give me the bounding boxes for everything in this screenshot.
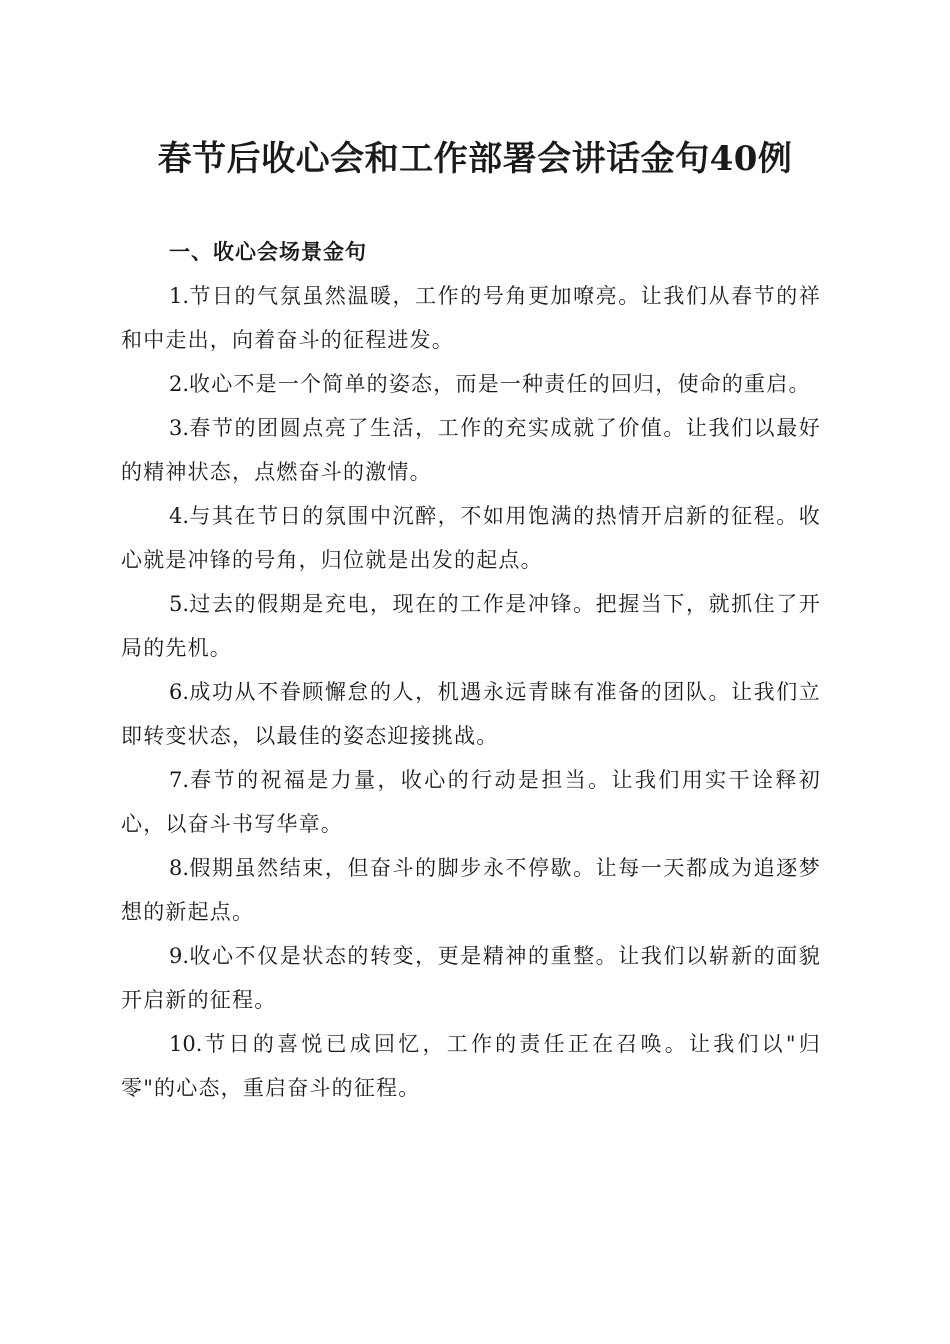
list-item (121, 274, 821, 362)
list-item (121, 582, 821, 670)
list-item (121, 1022, 821, 1110)
item-text: 节日的喜悦已成回忆，工作的责任正在召唤。让我们以"归零"的心态，重启奋斗的征程。 (121, 1032, 821, 1100)
document-body (121, 230, 821, 1110)
item-text: 成功从不眷顾懈怠的人，机遇永远青睐有准备的团队。让我们立即转变状态，以最佳的姿态迎接挑战。 (121, 680, 821, 748)
item-text: 与其在节日的氛围中沉醉，不如用饱满的热情开启新的征程。收心就是冲锋的号角，归位就是出发的起点。 (121, 504, 821, 572)
item-number: 3. (169, 416, 190, 440)
item-text: 假期虽然结束，但奋斗的脚步永不停歇。让每一天都成为追逐梦想的新起点。 (121, 856, 821, 924)
list-item (121, 362, 821, 406)
item-text: 收心不是一个简单的姿态，而是一种责任的回归，使命的重启。 (189, 372, 811, 396)
section-heading: 一、收心会场景金句 (169, 240, 367, 264)
list-item (121, 934, 821, 1022)
list-item (121, 846, 821, 934)
item-number: 8. (169, 856, 190, 880)
list-item (121, 494, 821, 582)
item-number: 10. (169, 1032, 203, 1056)
item-number: 9. (169, 944, 190, 968)
list-item (121, 406, 821, 494)
item-text: 过去的假期是充电，现在的工作是冲锋。把握当下，就抓住了开局的先机。 (121, 592, 821, 660)
item-text: 节日的气氛虽然温暖，工作的号角更加嘹亮。让我们从春节的祥和中走出，向着奋斗的征程进发。 (121, 284, 821, 352)
item-text: 春节的祝福是力量，收心的行动是担当。让我们用实干诠释初心，以奋斗书写华章。 (121, 768, 821, 836)
list-item (121, 670, 821, 758)
list-item (121, 758, 821, 846)
document-title: 春节后收心会和工作部署会讲话金句40例 (157, 139, 793, 179)
item-number: 4. (169, 504, 190, 528)
item-number: 2. (169, 372, 190, 396)
item-text: 收心不仅是状态的转变，更是精神的重整。让我们以崭新的面貌开启新的征程。 (121, 944, 821, 1012)
item-text: 春节的团圆点亮了生活，工作的充实成就了价值。让我们以最好的精神状态，点燃奋斗的激情。 (121, 416, 821, 484)
item-number: 1. (169, 284, 190, 308)
item-number: 5. (169, 592, 190, 616)
item-number: 7. (169, 768, 190, 792)
item-number: 6. (169, 680, 190, 704)
